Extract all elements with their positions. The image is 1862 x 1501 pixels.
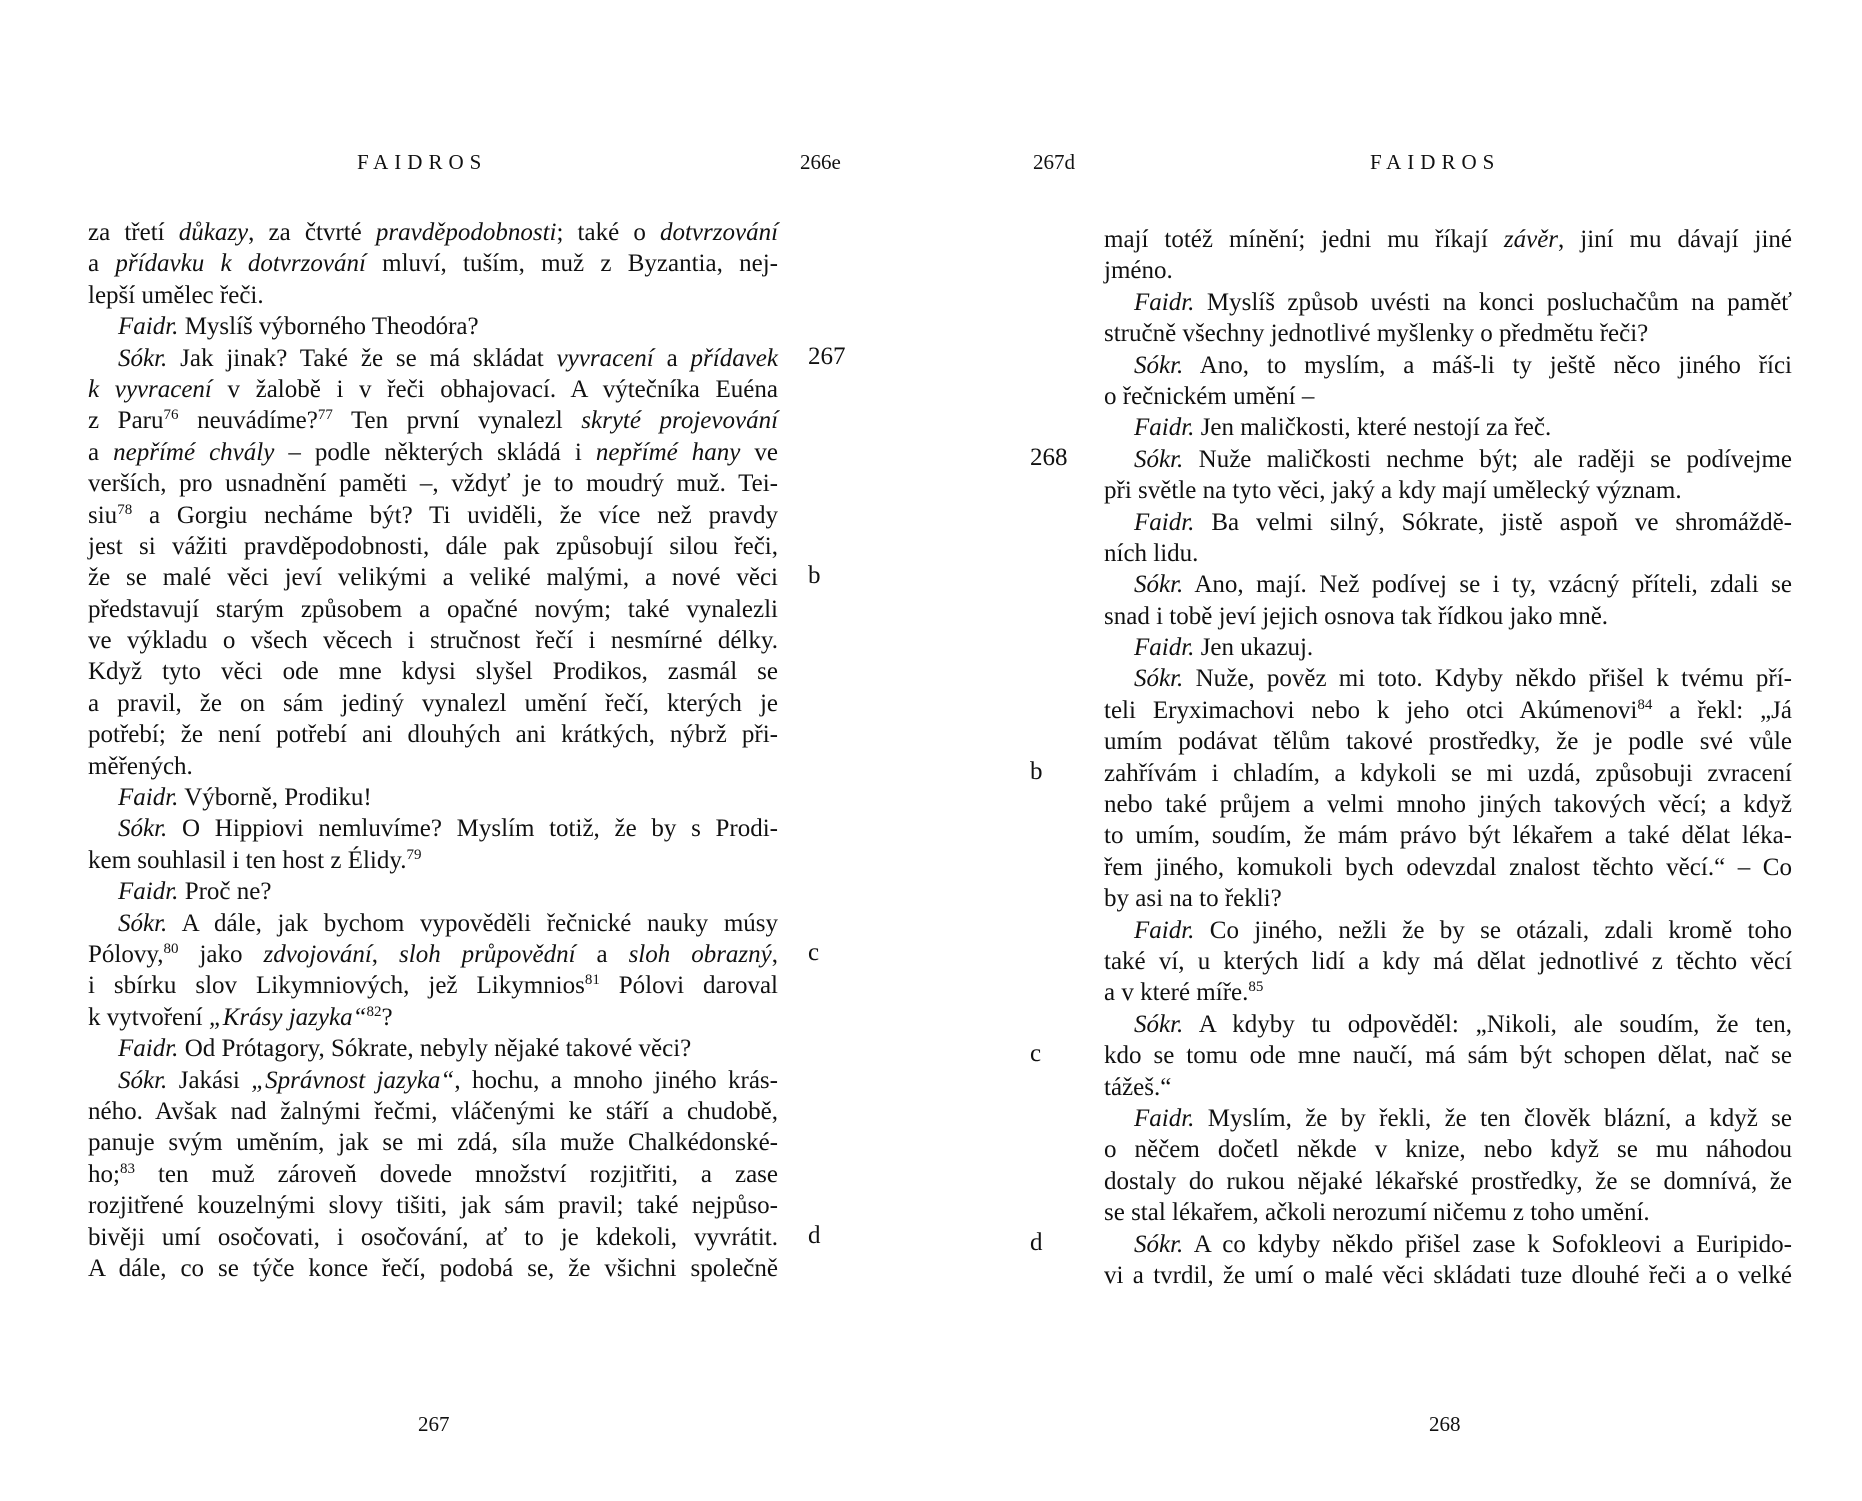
text-line: a nepřímé chvály – podle některých skládá i nepřímé hany ve (88, 438, 779, 466)
margin-mark: c (1030, 1040, 1042, 1068)
text-line: Faidr. Jen ukazuj. (1134, 634, 1314, 662)
text-line: Když tyto věci ode mne kdysi slyšel Prodikos, zasmál se (88, 658, 778, 686)
text-line: z Paru$^{76}$ neuvádíme?$^{77}$ Ten první vynalezl skryté projevování (88, 407, 779, 435)
text-line: také ví, u kterých lidí a kdy má dělat jednotlivé z těchto věcí (1104, 947, 1792, 975)
left-running-header: FAIDROS (357, 150, 488, 174)
text-line: stručně všechny jednotlivé myšlenky o předmětu řeči? (1104, 320, 1649, 348)
text-line: panuje svým uměním, jak se mi zdá, síla muže Chalkédonské- (88, 1129, 778, 1157)
text-line: A dále, co se týče konce řečí, podobá se, že všichni společně (88, 1254, 778, 1282)
text-line: ho;$^{83}$ ten muž zároveň dovede množství rozjitřiti, a zase (88, 1160, 778, 1188)
text-line: rozjitřené kouzelnými slovy tišiti, jak sám pravil; také nejpůso- (88, 1192, 778, 1220)
text-line: nebo také průjem a velmi mnoho jiných takových věcí; a když (1104, 791, 1792, 819)
text-line: Faidr. Od Prótagory, Sókrate, nebyly nějaké takové věci? (118, 1035, 692, 1063)
text-line: bivěji umí osočovati, i osočování, ať to je kdekoli, vyvrátit. (88, 1223, 778, 1251)
margin-mark: 267 (808, 342, 846, 370)
text-line: Faidr. Myslím, že by řekli, že ten člověk blázní, a když se (1134, 1104, 1792, 1132)
margin-mark: b (808, 562, 821, 590)
text-line: Faidr. Myslíš způsob uvésti na konci posluchačům na paměť (1134, 288, 1792, 316)
text-line: Faidr. Jen maličkosti, které nestojí za řeč. (1134, 414, 1552, 442)
right-section-marker: 267d (1033, 150, 1075, 174)
text-line: siu$^{78}$ a Gorgiu necháme být? Ti uviděli, že více než pravdy (88, 501, 778, 529)
text-line: Sókr. A kdyby tu odpověděl: „Nikoli, ale soudím, že ten, (1134, 1010, 1792, 1038)
text-line: ného. Avšak nad žalnými řečmi, vláčenými ke stáří a chudobě, (88, 1097, 778, 1125)
text-line: měřených. (88, 752, 193, 780)
text-line: Sókr. Nuže, pověz mi toto. Kdyby někdo přišel k tvému pří- (1134, 665, 1792, 693)
text-line: o řečnickém umění – (1104, 382, 1315, 410)
text-line: zahřívám i chladím, a kdykoli se mi uzdá, způsobuji zvracení (1104, 759, 1792, 787)
text-line: potřebí; že není potřebí ani dlouhých ani krátkých, nýbrž při- (88, 721, 778, 749)
margin-mark: d (1030, 1228, 1043, 1256)
text-line: Pólovy,$^{80}$ jako zdvojování, sloh průpovědní a sloh obrazný, (88, 940, 779, 968)
text-line: při světle na tyto věci, jaký a kdy mají umělecký význam. (1104, 477, 1682, 505)
text-line: snad i tobě jeví jejich osnova tak řídkou jako mně. (1104, 602, 1609, 630)
text-line: za třetí důkazy, za čtvrté pravděpodobnosti; také o dotvrzování (88, 219, 779, 246)
right-page-number: 268 (1429, 1412, 1461, 1436)
text-line: Faidr. Myslíš výborného Theodóra? (118, 313, 479, 341)
margin-mark: 268 (1030, 443, 1068, 471)
margin-mark: d (808, 1221, 821, 1249)
text-line: Sókr. A dále, jak bychom vypověděli řečnické nauky músy (118, 909, 778, 937)
text-line: představují starým způsobem a opačné novým; také vynalezli (88, 595, 778, 623)
margin-mark: c (808, 939, 820, 967)
text-line: kem souhlasil i ten host z Élidy.$^{79}$ (88, 846, 422, 874)
text-line: se stal lékařem, ačkoli nerozumí ničemu z toho umění. (1104, 1199, 1650, 1227)
left-text-column (88, 217, 778, 1284)
text-line: Sókr. Jak jinak? Také že se má skládat vyvracení a přídavek (118, 344, 778, 372)
text-line: Sókr. Ano, mají. Než podívej se i ty, vzácný příteli, zdali se (1134, 571, 1792, 599)
margin-mark: b (1030, 757, 1043, 785)
right-running-header: FAIDROS (1370, 150, 1501, 174)
text-line: lepší umělec řeči. (88, 281, 264, 309)
text-line: a pravil, že on sám jediný vynalezl umění řečí, kterých je (88, 689, 778, 717)
text-line: k vytvoření „Krásy jazyka“$^{82}$? (88, 1003, 393, 1031)
text-line: kdo se tomu ode mne naučí, má sám být schopen dělat, nač se (1104, 1042, 1792, 1070)
text-line: jest si vážiti pravděpodobnosti, dále pak způsobují silou řeči, (88, 532, 778, 560)
text-line: jméno. (1104, 257, 1173, 285)
text-line: k vyvracení v žalobě i v řeči obhajovací. A výtečníka Euéna (88, 375, 778, 403)
right-text-column (1104, 224, 1792, 1291)
text-line: Faidr. Ba velmi silný, Sókrate, jistě aspoň ve shromáždě- (1134, 508, 1792, 536)
text-line: že se malé věci jeví velikými a veliké malými, a nové věci (88, 564, 778, 592)
text-line: by asi na to řekli? (1104, 885, 1282, 913)
text-line: Sókr. O Hippiovi nemluvíme? Myslím totiž, že by s Prodi- (118, 815, 778, 843)
text-line: Faidr. Co jiného, nežli že by se otázali, zdali kromě toho (1134, 916, 1792, 944)
text-line: vi a tvrdil, že umí o malé věci skládati tuze dlouhé řeči a o velké (1104, 1261, 1792, 1289)
text-line: teli Eryximachovi nebo k jeho otci Akúmenovi$^{84}$ a řekl: „Já (1104, 696, 1792, 724)
text-line: i sbírku slov Likymniových, jež Likymnios$^{81}$ Pólovi daroval (88, 972, 778, 1000)
text-line: ních lidu. (1104, 539, 1199, 567)
text-line: Sókr. Nuže maličkosti nechme být; ale raději se podívejme (1134, 445, 1792, 473)
text-line: a v které míře.$^{85}$ (1104, 979, 1264, 1007)
text-line: to umím, soudím, že mám právo být lékařem a také dělat léka- (1104, 822, 1792, 850)
text-line: tážeš.“ (1104, 1073, 1172, 1101)
text-line: Sókr. Ano, to myslím, a máš-li ty ještě něco jiného říci (1134, 351, 1792, 379)
text-line: o něčem dočetl někde v knize, nebo když se mu náhodou (1104, 1136, 1792, 1164)
text-line: Sókr. Jakási „Správnost jazyka“, hochu, a mnoho jiného krás- (118, 1066, 778, 1094)
text-line: Sókr. A co kdyby někdo přišel zase k Sofokleovi a Euripido- (1134, 1230, 1792, 1258)
text-line: Faidr. Proč ne? (118, 878, 272, 906)
text-line: Faidr. Výborně, Prodiku! (118, 784, 372, 812)
left-page-number: 267 (418, 1412, 450, 1436)
left-section-marker: 266e (800, 150, 841, 174)
text-line: a přídavku k dotvrzování mluví, tuším, muž z Byzantia, nej- (88, 250, 778, 278)
text-line: mají totéž mínění; jedni mu říkají závěr, jiní mu dávají jiné (1104, 226, 1792, 253)
text-line: ve výkladu o všech věcech i stručnost řečí i nesmírné délky. (88, 627, 778, 655)
text-line: dostaly do rukou nějaké lékařské prostředky, že se domnívá, že (1104, 1167, 1792, 1195)
text-line: řem jiného, komukoli bych odevzdal znalost těchto věcí.“ – Co (1104, 853, 1792, 881)
text-line: verších, pro usnadnění paměti –, vždyť je to moudrý muž. Tei- (88, 470, 778, 498)
text-line: umím podávat tělům takové prostředky, že je podle své vůle (1104, 728, 1792, 756)
